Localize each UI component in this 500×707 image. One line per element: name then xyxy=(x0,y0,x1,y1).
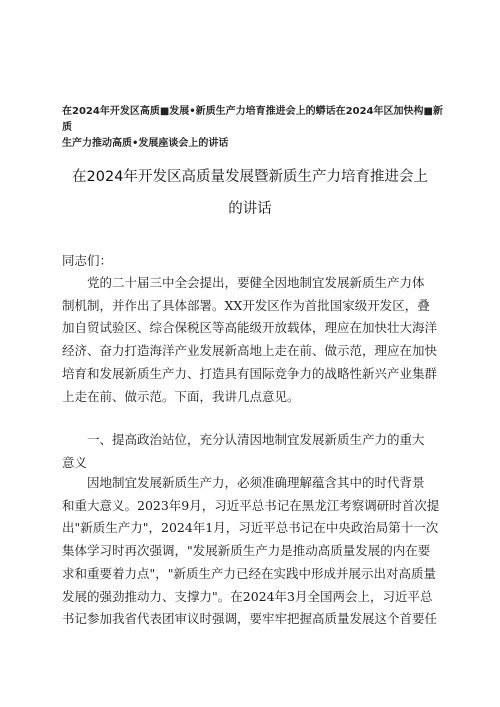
paragraph-line: 党的二十届三中全会提出，要健全因地制宜发展新质生产力体 xyxy=(87,275,425,290)
paragraph-line: 发展的强劲推动力、支撑力"。在2024年3月全国两会上，习近平总 xyxy=(62,588,433,604)
paragraph-line: 培育和发展新质生产力、打造具有国际竞争力的战略性新兴产业集群 xyxy=(62,365,438,381)
section-heading-line: 意义 xyxy=(62,454,88,470)
salutation: 同志们： xyxy=(62,253,113,268)
paragraph-background xyxy=(62,472,446,631)
paragraph-line: 求和重要着力点"，"新质生产力已经在实践中形成并展示出对高质量 xyxy=(62,565,437,581)
paragraph-line: 和重大意义。2023年9月，习近平总书记在黑龙江考察调研时首次提 xyxy=(62,497,440,513)
paragraph-line: 经济、奋力打造海洋产业发展新高地上走在前、做示范，理应在加快 xyxy=(62,343,438,359)
paragraph-line: 书记参加我省代表团审议时强调，要牢牢把握高质量发展这个首要任 xyxy=(62,611,438,627)
document-title-line: 的讲话 xyxy=(228,201,272,217)
section-heading-line: 一、提高政治站位，充分认清因地制宜发展新质生产力的重大 xyxy=(87,432,425,447)
header-note xyxy=(62,104,448,152)
document-title xyxy=(40,161,460,225)
header-note-line: 生产力推动高质•发展座谈会上的讲话 xyxy=(62,138,229,149)
paragraph-line: 出"新质生产力"，2024年1月，习近平总书记在中央政治局第十一次 xyxy=(62,520,439,536)
paragraph-intro xyxy=(62,272,446,408)
paragraph-line: 加自贸试验区、综合保税区等高能级开放载体，理应在加快壮大海洋 xyxy=(62,320,438,336)
paragraph-line: 制机制，并作出了具体部署。XX开发区作为首批国家级开发区，叠 xyxy=(62,297,430,313)
header-note-line: 在2024年开发区高质■发展•新质生产力培育推进会上的蟒话在2024年区加快构■新质 xyxy=(62,106,443,133)
document-title-line: 在2024年开发区高质量发展暨新质生产力培育推进会上 xyxy=(72,169,428,185)
paragraph-line: 因地制宜发展新质生产力，必须准确理解蕴含其中的时代背景 xyxy=(87,475,425,490)
section-heading-1 xyxy=(62,429,446,474)
paragraph-line: 集体学习时再次强调，"发展新质生产力是推动高质量发展的内在要 xyxy=(62,543,431,559)
paragraph-line: 上走在前、做示范。下面，我讲几点意见。 xyxy=(62,388,300,404)
